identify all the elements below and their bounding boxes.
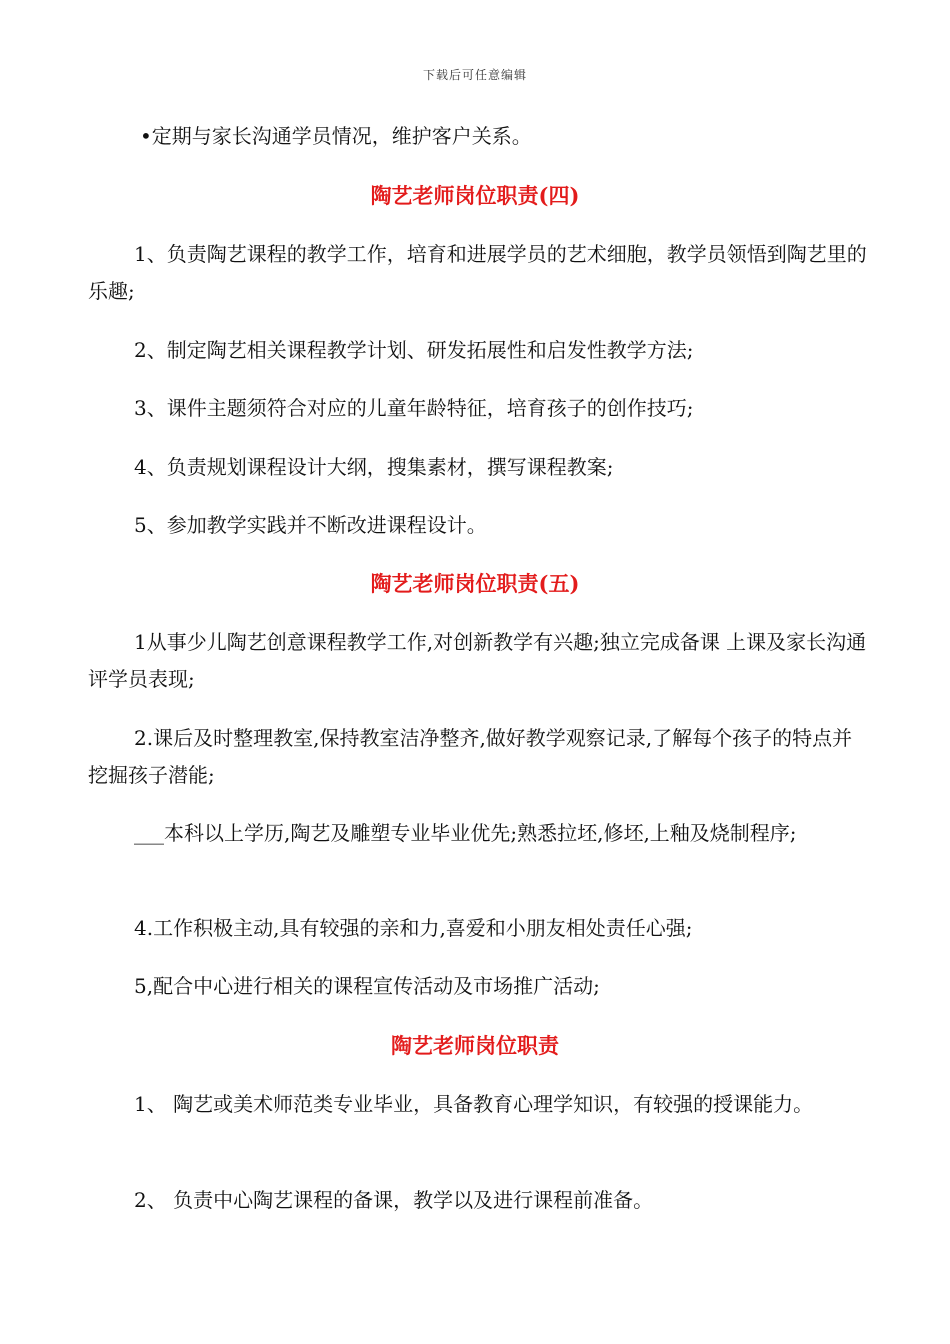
section-title-5: 陶艺老师岗位职责(五) [370, 571, 580, 596]
section5-item-1: 1从事少儿陶艺创意课程教学工作,对创新教学有兴趣;独立完成备课 上课及家长沟通评学员表现; [88, 630, 867, 691]
section4-item-1: 1、负责陶艺课程的教学工作，培育和进展学员的艺术细胞，教学员领悟到陶艺里的乐趣; [88, 242, 867, 303]
section-title-6: 陶艺老师岗位职责 [391, 1033, 559, 1058]
section4-item-4: 4、负责规划课程设计大纲，搜集素材，撰写课程教案; [134, 455, 614, 479]
section4-item-3: 3、课件主题须符合对应的儿童年龄特征，培育孩子的创作技巧; [134, 396, 694, 420]
section5-item-2: 2.课后及时整理教室,保持教室洁净整齐,做好教学观察记录,了解每个孩子的特点并挖掘孩子潜能; [88, 726, 853, 787]
section5-item-5: 5,配合中心进行相关的课程宣传活动及市场推广活动; [134, 974, 600, 998]
section5-item-3: ___本科以上学历,陶艺及雕塑专业毕业优先;熟悉拉坯,修坯,上釉及烧制程序; [134, 821, 797, 845]
section4-item-2: 2、制定陶艺相关课程教学计划、研发拓展性和启发性教学方法; [134, 338, 694, 362]
section5-item-4: 4.工作积极主动,具有较强的亲和力,喜爱和小朋友相处责任心强; [134, 916, 693, 940]
intro-bullet: •定期与家长沟通学员情况，维护客户关系。 [140, 124, 532, 148]
section4-item-5: 5、参加教学实践并不断改进课程设计。 [134, 513, 487, 537]
section6-item-2: 2、 负责中心陶艺课程的备课，教学以及进行课程前准备。 [134, 1188, 654, 1212]
section6-item-1: 1、 陶艺或美术师范类专业毕业，具备教育心理学知识，有较强的授课能力。 [134, 1092, 814, 1116]
section-title-4: 陶艺老师岗位职责(四) [370, 183, 580, 208]
header-note: 下载后可任意编辑 [422, 68, 527, 82]
